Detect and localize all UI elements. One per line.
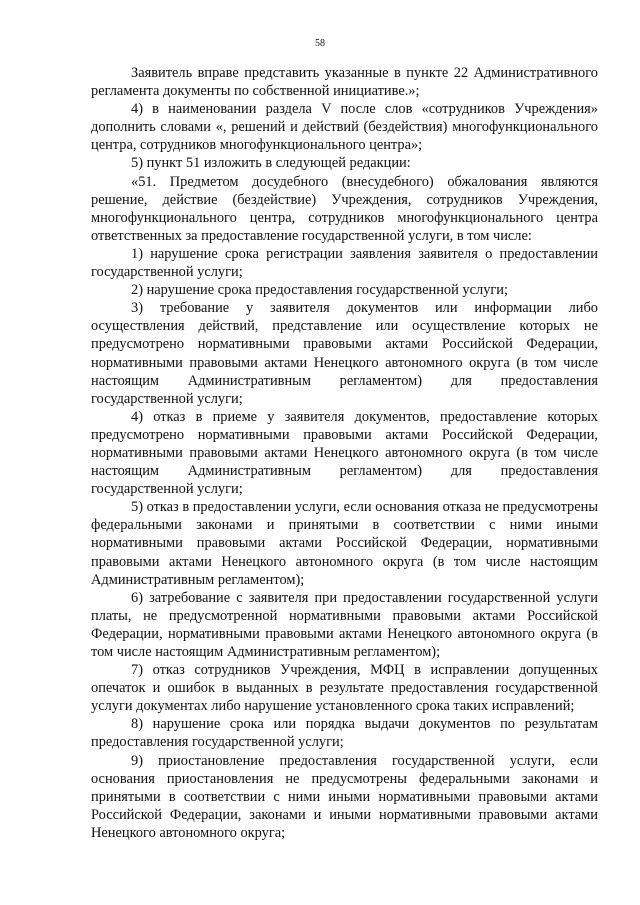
list-item-3: 3) требование у заявителя документов или информации либо осуществления действий, представление или осуществление которых не предусмотрено нормативными правовыми актами Российской Федерации, нормативными правовыми актами Ненецкого автономного округа (в том числе настоящим Административным регламентом) для предоставления государственной услуги;	[91, 300, 598, 407]
list-item-8: 8) нарушение срока или порядка выдачи документов по результатам предоставления государственной услуги;	[91, 716, 598, 751]
list-item-5: 5) отказ в предоставлении услуги, если основания отказа не предусмотрены федеральными законами и принятыми в соответствии с ними иными нормативными правовыми актами Российской Федерации, нормативными правовыми актами Ненецкого автономного округа (в том числе настоящим Административным регламентом);	[91, 499, 598, 588]
document-body	[91, 64, 598, 842]
paragraph-applicant-right: Заявитель вправе представить указанные в пункте 22 Административного регламента документы по собственной инициативе.»;	[91, 65, 598, 100]
list-item-4: 4) отказ в приеме у заявителя документов, предоставление которых предусмотрено нормативными правовыми актами Российской Федерации, нормативными правовыми актами Ненецкого автономного округа (в том числе настоящим Административным регламентом) для предоставления государственной услуги;	[91, 408, 598, 498]
page-number: 58	[315, 38, 325, 49]
paragraph-item-5-clause-51: 5) пункт 51 изложить в следующей редакции:	[131, 155, 411, 172]
list-item-6: 6) затребование с заявителя при предоставлении государственной услуги платы, не предусмотренной нормативными правовыми актами Российской Федерации, нормативными правовыми актами Ненецкого автономного округа (в том числе настоящим Административным регламентом);	[91, 589, 598, 660]
paragraph-item-4-section-v: 4) в наименовании раздела V после слов «сотрудников Учреждения» дополнить словами «, решений и действий (бездействия) многофункционального центра, сотрудников многофункционального центра»;	[91, 101, 598, 154]
paragraph-clause-51-subject: «51. Предметом досудебного (внесудебного) обжалования являются решение, действие (бездействие) Учреждения, сотрудников Учреждения, многофункционального центра, сотрудников многофункционального центра ответственных за предоставление государственной услуги, в том числе:	[91, 173, 598, 244]
list-item-9: 9) приостановление предоставления государственной услуги, если основания приостановления не предусмотрены федеральными законами и принятыми в соответствии с ними иными нормативными правовыми актами Российской Федерации, законами и иными нормативными правовыми актами Ненецкого автономного округа;	[91, 752, 598, 841]
list-item-1: 1) нарушение срока регистрации заявления заявителя о предоставлении государственной услуги;	[91, 245, 598, 281]
list-item-7: 7) отказ сотрудников Учреждения, МФЦ в исправлении допущенных опечаток и ошибок в выданных в результате предоставления государственной услуги документах либо нарушение установленного срока таких исправлений;	[91, 662, 598, 715]
list-item-2: 2) нарушение срока предоставления государственной услуги;	[131, 282, 508, 299]
